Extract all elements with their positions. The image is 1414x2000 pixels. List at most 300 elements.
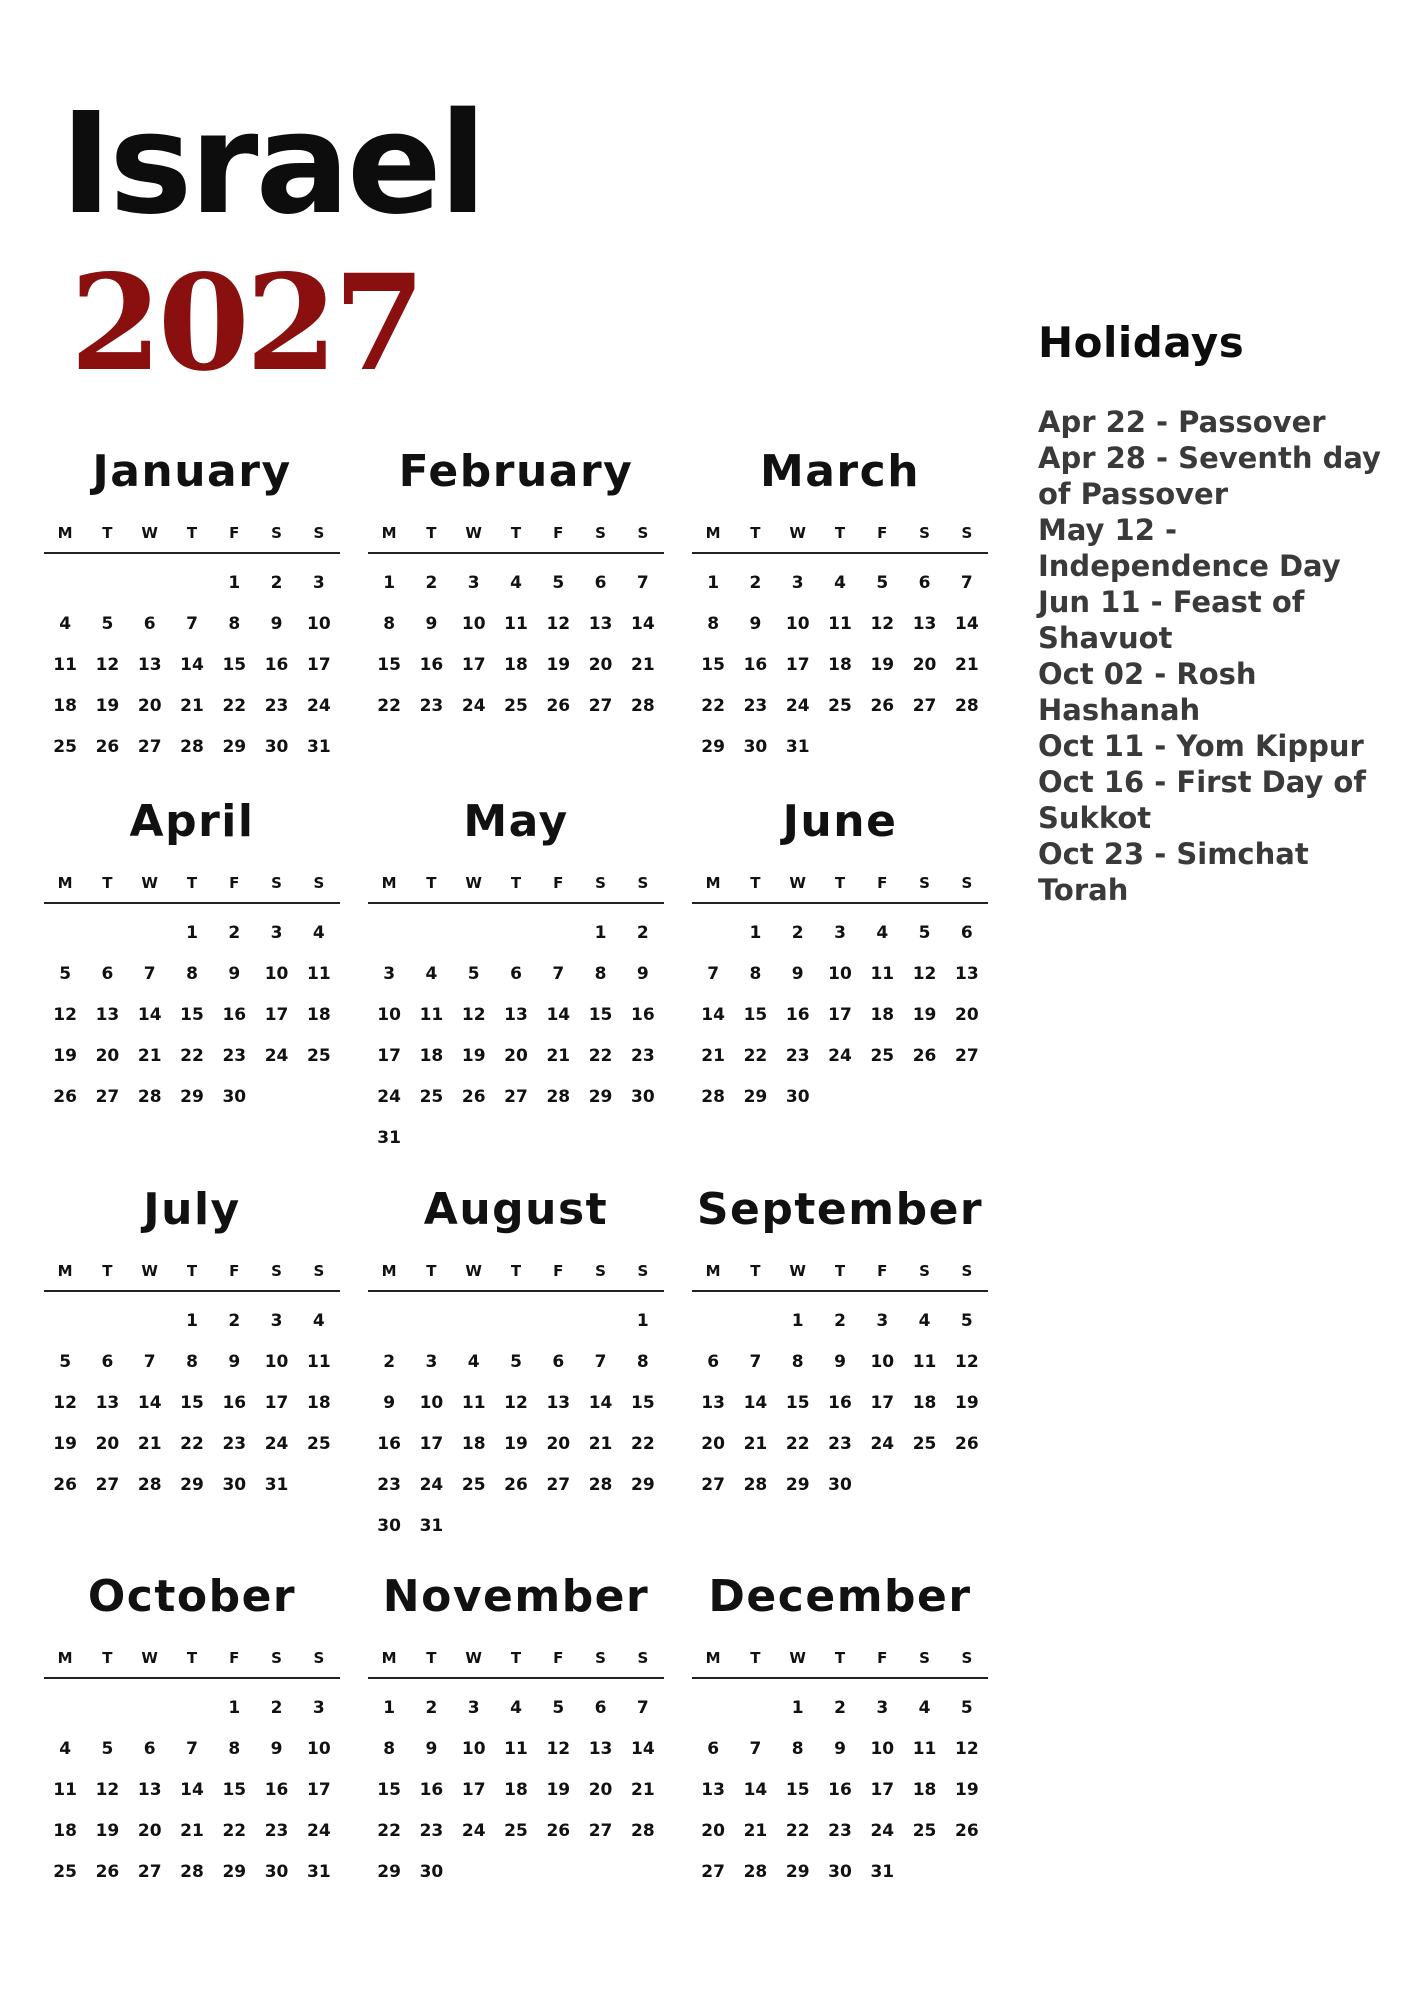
day-cell: 23 [785, 1045, 810, 1066]
day-cell: 16 [377, 1433, 401, 1454]
weekday-header [44, 1649, 340, 1679]
day-cell: 27 [588, 695, 613, 716]
day-grid [44, 912, 340, 1117]
day-cell: 23 [631, 1045, 655, 1066]
day-cell: 5 [960, 1697, 973, 1718]
day-cell: 1 [383, 1697, 396, 1718]
day-cell: 6 [960, 922, 973, 943]
weekday-label: M [705, 524, 721, 542]
empty-day-cell [129, 562, 171, 603]
day-cell: 7 [186, 1738, 198, 1759]
day-cell: 8 [594, 963, 607, 984]
day-cell: 28 [180, 736, 204, 757]
weekday-label: W [465, 524, 482, 542]
day-cell: 18 [461, 1433, 486, 1454]
day-cell: 26 [912, 1045, 937, 1066]
day-cell: 16 [828, 1779, 852, 1800]
holiday-item: May 12 - Independence Day [1038, 513, 1341, 583]
weekday-label: W [465, 874, 482, 892]
month-name: April [129, 796, 255, 847]
day-cell: 20 [955, 1004, 979, 1025]
day-cell: 29 [180, 1474, 204, 1495]
weekday-header [692, 1262, 988, 1292]
day-cell: 11 [307, 1351, 331, 1372]
empty-day-cell [129, 1687, 171, 1728]
weekday-label: M [57, 1649, 73, 1667]
weekday-header [692, 524, 988, 554]
month-name: June [782, 796, 898, 847]
weekday-label: T [102, 874, 113, 892]
day-cell: 22 [631, 1433, 655, 1454]
day-cell: 4 [59, 1738, 72, 1759]
empty-day-cell [734, 1300, 776, 1341]
day-cell: 13 [701, 1392, 725, 1413]
empty-day-cell [129, 1300, 171, 1341]
day-cell: 18 [504, 654, 528, 675]
day-cell: 12 [546, 1738, 571, 1759]
day-cell: 15 [785, 1392, 810, 1413]
weekday-label: T [510, 1262, 522, 1280]
day-cell: 13 [95, 1004, 120, 1025]
weekday-label: S [313, 524, 325, 542]
day-cell: 9 [636, 963, 649, 984]
day-cell: 24 [828, 1045, 852, 1066]
day-cell: 26 [53, 1086, 77, 1107]
day-cell: 31 [419, 1515, 444, 1536]
day-cell: 27 [701, 1474, 725, 1495]
day-cell: 4 [918, 1310, 931, 1331]
day-cell: 19 [546, 654, 571, 675]
day-cell: 19 [955, 1779, 979, 1800]
day-cell: 26 [95, 736, 120, 757]
weekday-label: M [381, 524, 397, 542]
day-cell: 26 [53, 1474, 77, 1495]
day-cell: 11 [504, 1738, 528, 1759]
day-cell: 14 [955, 613, 979, 634]
day-cell: 5 [918, 922, 931, 943]
day-cell: 12 [53, 1004, 77, 1025]
day-cell: 29 [701, 736, 725, 757]
weekday-label: T [426, 1649, 437, 1667]
day-cell: 28 [701, 1086, 725, 1107]
day-cell: 28 [631, 695, 655, 716]
day-cell: 19 [504, 1433, 528, 1454]
day-cell: 21 [743, 1820, 768, 1841]
day-cell: 18 [53, 1820, 77, 1841]
day-cell: 21 [180, 695, 204, 716]
day-cell: 12 [95, 654, 120, 675]
day-cell: 13 [701, 1779, 725, 1800]
day-cell: 8 [383, 1738, 396, 1759]
day-cell: 18 [828, 654, 852, 675]
day-cell: 12 [461, 1004, 486, 1025]
weekday-label: S [271, 874, 282, 892]
day-cell: 6 [707, 1351, 720, 1372]
day-cell: 19 [461, 1045, 486, 1066]
weekday-label: S [919, 1262, 930, 1280]
empty-day-cell [368, 1300, 410, 1341]
day-cell: 24 [264, 1433, 289, 1454]
weekday-label: M [705, 874, 721, 892]
weekday-label: M [705, 1262, 721, 1280]
day-cell: 9 [425, 1738, 438, 1759]
month-name: March [759, 446, 921, 497]
weekday-header [368, 874, 664, 904]
day-cell: 6 [143, 613, 156, 634]
day-cell: 19 [95, 695, 120, 716]
weekday-label: M [57, 1262, 73, 1280]
day-cell: 29 [588, 1086, 613, 1107]
empty-day-cell [734, 1687, 776, 1728]
day-cell: 3 [834, 922, 846, 943]
day-cell: 3 [270, 1310, 283, 1331]
day-cell: 13 [588, 1738, 613, 1759]
day-cell: 3 [425, 1351, 438, 1372]
day-cell: 9 [270, 1738, 283, 1759]
day-cell: 18 [912, 1779, 937, 1800]
day-cell: 11 [912, 1351, 937, 1372]
day-cell: 10 [264, 963, 289, 984]
weekday-label: M [57, 874, 73, 892]
weekday-label: S [313, 874, 325, 892]
day-cell: 30 [785, 1086, 810, 1107]
day-cell: 3 [383, 963, 396, 984]
day-cell: 24 [419, 1474, 444, 1495]
day-cell: 16 [419, 1779, 444, 1800]
day-cell: 3 [312, 1697, 325, 1718]
day-cell: 9 [834, 1738, 846, 1759]
day-cell: 26 [546, 695, 571, 716]
empty-day-cell [453, 1300, 495, 1341]
day-cell: 29 [222, 736, 247, 757]
day-cell: 25 [307, 1433, 331, 1454]
day-cell: 7 [960, 572, 973, 593]
empty-day-cell [537, 1300, 579, 1341]
day-cell: 8 [707, 613, 720, 634]
day-cell: 19 [955, 1392, 979, 1413]
empty-day-cell [129, 912, 171, 953]
weekday-label: T [186, 1649, 198, 1667]
day-cell: 8 [383, 613, 396, 634]
day-cell: 18 [504, 1779, 528, 1800]
weekday-label: F [553, 524, 564, 542]
day-cell: 17 [419, 1433, 444, 1454]
month-september [692, 1184, 988, 1505]
day-cell: 20 [504, 1045, 528, 1066]
day-cell: 20 [546, 1433, 571, 1454]
day-cell: 14 [701, 1004, 725, 1025]
empty-day-cell [579, 1300, 621, 1341]
day-cell: 11 [53, 1779, 77, 1800]
weekday-label: T [750, 1262, 761, 1280]
weekday-header [368, 1262, 664, 1292]
day-cell: 25 [307, 1045, 331, 1066]
month-name: September [696, 1184, 984, 1235]
day-cell: 25 [53, 736, 77, 757]
day-cell: 15 [743, 1004, 768, 1025]
day-cell: 14 [743, 1392, 768, 1413]
day-grid [44, 1300, 340, 1505]
day-cell: 7 [636, 572, 649, 593]
empty-day-cell [86, 912, 128, 953]
day-cell: 17 [377, 1045, 401, 1066]
day-cell: 28 [743, 1861, 768, 1882]
weekday-label: S [637, 874, 649, 892]
weekday-label: T [102, 1262, 113, 1280]
day-cell: 17 [264, 1392, 289, 1413]
day-cell: 5 [467, 963, 480, 984]
weekday-label: S [961, 1649, 973, 1667]
day-cell: 10 [264, 1351, 289, 1372]
day-cell: 9 [270, 613, 283, 634]
day-cell: 14 [546, 1004, 571, 1025]
day-cell: 30 [377, 1515, 401, 1536]
holiday-item: Oct 11 - Yom Kippur [1038, 729, 1364, 763]
day-cell: 22 [180, 1433, 204, 1454]
day-cell: 17 [785, 654, 810, 675]
day-cell: 3 [312, 572, 325, 593]
day-cell: 14 [588, 1392, 613, 1413]
weekday-label: W [465, 1262, 482, 1280]
day-cell: 4 [510, 1697, 522, 1718]
day-cell: 4 [918, 1697, 931, 1718]
day-cell: 30 [264, 736, 289, 757]
weekday-header [44, 524, 340, 554]
empty-day-cell [44, 1687, 86, 1728]
day-cell: 6 [594, 1697, 607, 1718]
day-cell: 4 [510, 572, 522, 593]
day-cell: 15 [785, 1779, 810, 1800]
day-cell: 4 [876, 922, 889, 943]
day-cell: 2 [834, 1310, 846, 1331]
empty-day-cell [495, 912, 537, 953]
weekday-label: S [919, 1649, 930, 1667]
weekday-label: S [595, 874, 606, 892]
day-cell: 24 [377, 1086, 401, 1107]
day-cell: 16 [419, 654, 444, 675]
weekday-label: S [637, 1262, 649, 1280]
day-cell: 15 [180, 1392, 204, 1413]
day-cell: 27 [701, 1861, 725, 1882]
empty-day-cell [44, 1300, 86, 1341]
day-cell: 11 [307, 963, 331, 984]
weekday-label: S [637, 1649, 649, 1667]
day-cell: 7 [749, 1351, 762, 1372]
day-cell: 10 [377, 1004, 401, 1025]
day-cell: 3 [876, 1697, 889, 1718]
day-cell: 17 [870, 1779, 895, 1800]
day-grid [692, 1687, 988, 1892]
day-cell: 8 [636, 1351, 649, 1372]
day-cell: 31 [870, 1861, 895, 1882]
weekday-label: M [57, 524, 73, 542]
weekday-label: M [381, 1649, 397, 1667]
empty-day-cell [495, 1300, 537, 1341]
day-cell: 1 [594, 922, 607, 943]
month-name: January [92, 446, 292, 497]
day-cell: 9 [228, 963, 241, 984]
day-cell: 25 [504, 695, 528, 716]
weekday-label: F [553, 1649, 564, 1667]
day-cell: 23 [377, 1474, 401, 1495]
day-cell: 12 [870, 613, 895, 634]
day-cell: 15 [222, 654, 247, 675]
day-cell: 5 [101, 613, 114, 634]
day-grid [692, 1300, 988, 1505]
day-cell: 24 [461, 1820, 486, 1841]
day-cell: 15 [180, 1004, 204, 1025]
day-cell: 3 [270, 922, 283, 943]
day-cell: 18 [419, 1045, 444, 1066]
day-cell: 3 [467, 572, 480, 593]
day-cell: 28 [137, 1086, 162, 1107]
empty-day-cell [44, 912, 86, 953]
weekday-header [692, 1649, 988, 1679]
weekday-label: S [637, 524, 649, 542]
day-cell: 30 [828, 1474, 852, 1495]
day-grid [44, 1687, 340, 1892]
weekday-header [692, 874, 988, 904]
weekday-label: S [595, 1262, 606, 1280]
day-cell: 6 [594, 572, 607, 593]
day-cell: 10 [870, 1738, 895, 1759]
day-cell: 7 [143, 1351, 156, 1372]
day-cell: 27 [912, 695, 937, 716]
day-grid [44, 562, 340, 767]
day-cell: 12 [955, 1738, 979, 1759]
weekday-label: S [919, 524, 930, 542]
day-cell: 28 [631, 1820, 655, 1841]
day-cell: 8 [186, 1351, 198, 1372]
day-cell: 23 [828, 1433, 852, 1454]
day-cell: 28 [743, 1474, 768, 1495]
weekday-label: T [510, 874, 522, 892]
day-cell: 17 [828, 1004, 852, 1025]
day-cell: 2 [425, 572, 438, 593]
weekday-header [368, 524, 664, 554]
day-cell: 12 [546, 613, 571, 634]
holiday-item: Apr 22 - Passover [1038, 405, 1326, 439]
day-cell: 24 [870, 1433, 895, 1454]
day-cell: 21 [955, 654, 979, 675]
empty-day-cell [453, 912, 495, 953]
holiday-item: Oct 23 - Simchat Torah [1038, 837, 1309, 907]
day-cell: 17 [461, 654, 486, 675]
empty-day-cell [44, 562, 86, 603]
day-cell: 18 [53, 695, 77, 716]
day-cell: 1 [749, 922, 762, 943]
day-grid [368, 912, 664, 1158]
day-cell: 3 [467, 1697, 480, 1718]
day-cell: 17 [870, 1392, 895, 1413]
day-cell: 8 [228, 1738, 241, 1759]
day-cell: 10 [461, 613, 486, 634]
day-cell: 12 [53, 1392, 77, 1413]
day-cell: 21 [137, 1045, 162, 1066]
day-cell: 14 [180, 654, 204, 675]
day-cell: 15 [222, 1779, 247, 1800]
day-cell: 23 [828, 1820, 852, 1841]
month-name: October [87, 1571, 297, 1622]
day-cell: 5 [59, 1351, 72, 1372]
weekday-label: T [186, 1262, 198, 1280]
day-cell: 10 [419, 1392, 444, 1413]
day-grid [368, 1687, 664, 1892]
day-cell: 25 [461, 1474, 486, 1495]
weekday-label: T [102, 1649, 113, 1667]
day-cell: 12 [955, 1351, 979, 1372]
holiday-item: Oct 02 - Rosh Hashanah [1038, 657, 1257, 727]
day-cell: 25 [912, 1820, 937, 1841]
day-cell: 20 [701, 1820, 725, 1841]
month-name: July [143, 1184, 241, 1235]
day-cell: 11 [912, 1738, 937, 1759]
day-cell: 15 [377, 1779, 401, 1800]
weekday-label: F [877, 1262, 888, 1280]
day-cell: 7 [552, 963, 565, 984]
day-cell: 11 [53, 654, 77, 675]
day-cell: 9 [749, 613, 762, 634]
day-grid [368, 1300, 664, 1546]
day-cell: 28 [180, 1861, 204, 1882]
day-grid [368, 562, 664, 726]
weekday-label: T [186, 524, 198, 542]
day-cell: 9 [791, 963, 804, 984]
day-cell: 27 [955, 1045, 979, 1066]
weekday-label: F [229, 874, 240, 892]
weekday-header [368, 1649, 664, 1679]
weekday-label: W [141, 1649, 158, 1667]
day-cell: 29 [785, 1861, 810, 1882]
day-cell: 5 [510, 1351, 522, 1372]
weekday-label: S [961, 524, 973, 542]
empty-day-cell [692, 1687, 734, 1728]
day-cell: 8 [228, 613, 241, 634]
day-cell: 25 [53, 1861, 77, 1882]
empty-day-cell [410, 1300, 452, 1341]
day-cell: 21 [546, 1045, 571, 1066]
day-cell: 8 [186, 963, 198, 984]
day-cell: 26 [955, 1433, 979, 1454]
weekday-label: S [961, 874, 973, 892]
day-cell: 2 [228, 1310, 241, 1331]
day-cell: 26 [461, 1086, 486, 1107]
year-title: 2027 [70, 246, 422, 401]
day-cell: 5 [960, 1310, 973, 1331]
day-cell: 30 [631, 1086, 655, 1107]
day-cell: 22 [785, 1433, 810, 1454]
day-cell: 24 [785, 695, 810, 716]
day-cell: 1 [186, 922, 198, 943]
month-april [44, 796, 340, 1117]
month-may [368, 796, 664, 1158]
holiday-list [1038, 404, 1388, 908]
weekday-label: S [313, 1262, 325, 1280]
day-cell: 5 [552, 572, 565, 593]
weekday-label: S [595, 524, 606, 542]
day-cell: 29 [180, 1086, 204, 1107]
day-cell: 13 [912, 613, 937, 634]
month-name: May [463, 796, 569, 847]
day-cell: 16 [222, 1004, 247, 1025]
day-cell: 7 [749, 1738, 762, 1759]
weekday-header [44, 874, 340, 904]
day-grid [692, 562, 988, 767]
day-cell: 21 [180, 1820, 204, 1841]
day-cell: 22 [785, 1820, 810, 1841]
day-cell: 21 [631, 1779, 655, 1800]
weekday-label: S [919, 874, 930, 892]
